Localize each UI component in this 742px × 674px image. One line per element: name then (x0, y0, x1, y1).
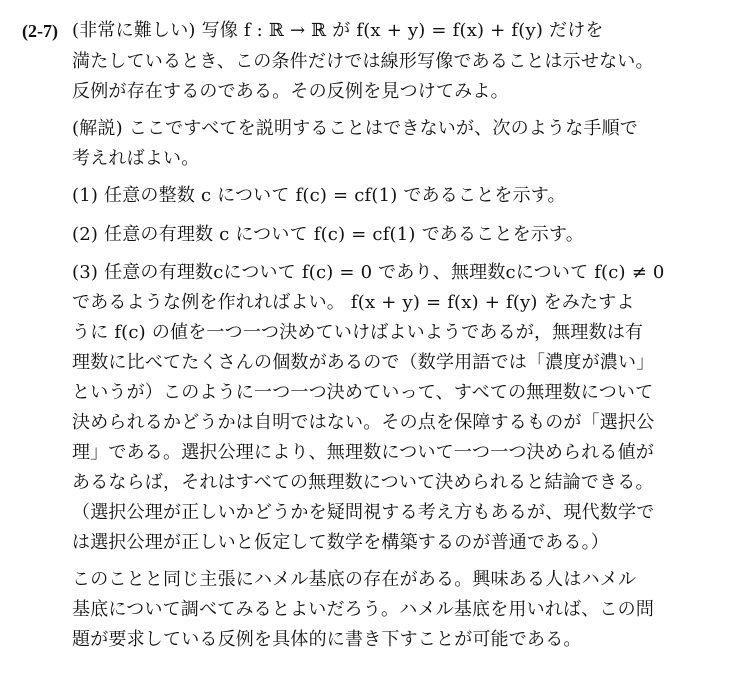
problem-label: (2-7) (22, 21, 58, 41)
step-3-line-8: あるならば，それはすべての無理数について決められると結論できる。 (72, 472, 654, 493)
step-3-line-5: というが）このように一つ一つ決めていって、すべての無理数について (72, 382, 654, 403)
problem-statement-line-3: 反例が存在するのである。その反例を見つけてみよ。 (72, 81, 509, 102)
hamel-line-3: 題が要求している反例を具体的に書き下すことが可能である。 (72, 629, 582, 650)
step-3-line-4: 理数に比べてたくさんの個数があるので（数学用語では「濃度が濃い」 (72, 352, 655, 373)
step-1: (1) 任意の整数 c について f(c) = cf(1) であることを示す。 (72, 185, 566, 206)
hamel-line-1: このことと同じ主張にハメル基底の存在がある。興味ある人はハメル (72, 569, 637, 590)
step-3-line-2: であるような例を作れればよい。 f(x + y) = f(x) + f(y) をみたすよ (72, 292, 635, 313)
step-3-line-1: (3) 任意の有理数cについて f(c) = 0 であり、無理数cについて f(c) ≠ 0 (72, 262, 665, 283)
explanation-intro-line-1: (解説) ここですべてを説明することはできないが、次のような手順で (72, 118, 639, 139)
explanation-intro-line-2: 考えればよい。 (72, 148, 200, 169)
problem-statement-line-1: (非常に難しい) 写像 f : ℝ → ℝ が f(x + y) = f(x) + f(y) だけを (72, 20, 604, 41)
step-3-line-9: （選択公理が正しいかどうかを疑問視する考え方もあるが、現代数学で (72, 502, 655, 523)
step-3-line-3: うに f(c) の値を一つ一つ決めていけばよいようであるが，無理数は有 (72, 322, 644, 343)
step-3-line-7: 理」である。選択公理により、無理数について一つ一つ決められる値が (72, 442, 655, 463)
step-2: (2) 任意の有理数 c について f(c) = cf(1) であることを示す。 (72, 224, 584, 245)
problem-statement-line-2: 満たしているとき、この条件だけでは線形写像であることは示せない。 (72, 51, 654, 72)
hamel-line-2: 基底について調べてみるとよいだろう。ハメル基底を用いれば、この問 (72, 599, 655, 620)
step-3-line-10: は選択公理が正しいと仮定して数学を構築するのが普通である。） (72, 532, 609, 553)
step-3-line-6: 決められるかどうかは自明ではない。その点を保障するものが「選択公 (72, 412, 655, 433)
